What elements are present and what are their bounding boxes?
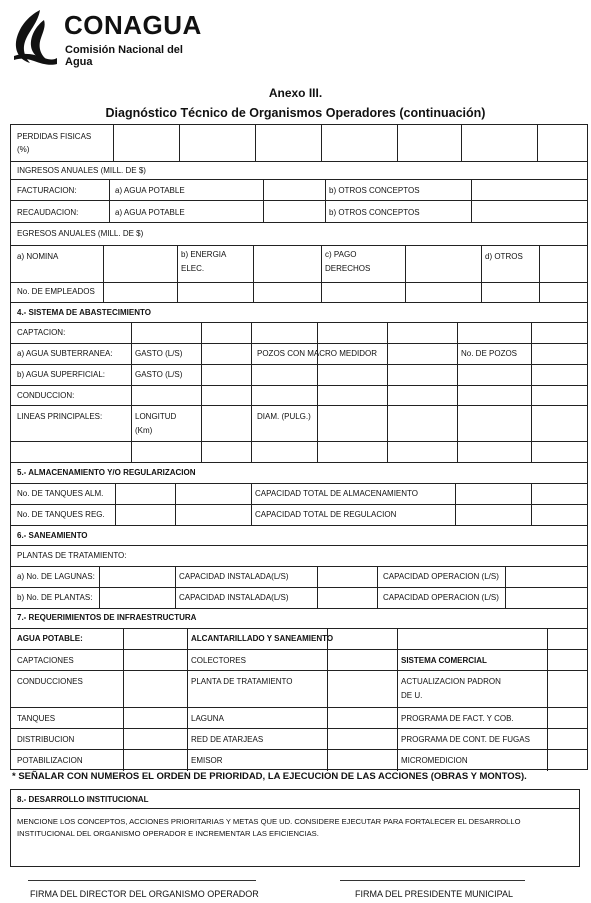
- col-line: [115, 483, 116, 525]
- desarrollo-title: 8.- DESARROLLO INSTITUCIONAL: [17, 795, 149, 804]
- abastecimiento-title: 4.- SISTEMA DE ABASTECIMIENTO: [17, 308, 151, 317]
- document-title: Diagnóstico Técnico de Organismos Operadores (continuación): [105, 106, 486, 120]
- row-line: [11, 728, 587, 729]
- row-line: [11, 483, 587, 484]
- signature-line-director: [28, 880, 256, 881]
- diam-label: DIAM. (PULG.): [257, 412, 311, 421]
- row-line: [11, 343, 587, 344]
- conduccion-label: CONDUCCION:: [17, 391, 75, 400]
- row-line: [11, 441, 587, 442]
- programa-fugas-label: PROGRAMA DE CONT. DE FUGAS: [401, 735, 530, 744]
- row-line: [11, 649, 587, 650]
- captaciones-label: CAPTACIONES: [17, 656, 74, 665]
- row-line: [11, 282, 587, 283]
- alcantarillado-header: ALCANTARILLADO Y SANEAMIENTO: [191, 634, 334, 643]
- col-line: [537, 125, 538, 161]
- cap-reg-label: CAPACIDAD TOTAL DE REGULACION: [255, 510, 397, 519]
- tanques-alm-label: No. DE TANQUES ALM.: [17, 489, 104, 498]
- row-line: [11, 749, 587, 750]
- recaudacion-agua-potable: a) AGUA POTABLE: [115, 208, 185, 217]
- col-line: [531, 483, 532, 525]
- signature-presidente: FIRMA DEL PRESIDENTE MUNICIPAL: [355, 889, 514, 899]
- otros-label: d) OTROS: [485, 252, 523, 261]
- facturacion-otros: b) OTROS CONCEPTOS: [329, 186, 420, 195]
- perdidas-label: PERDIDAS FISICAS: [17, 132, 92, 141]
- col-line: [175, 566, 176, 608]
- actualizacion-label-2: DE U.: [401, 691, 423, 700]
- agua-potable-header: AGUA POTABLE:: [17, 634, 83, 643]
- energia-label-2: ELEC.: [181, 264, 205, 273]
- lagunas-cap-operacion: CAPACIDAD OPERACION (L/S): [383, 572, 499, 581]
- tanques-label: TANQUES: [17, 714, 56, 723]
- col-line: [327, 628, 328, 771]
- col-line: [253, 245, 254, 302]
- col-line: [255, 125, 256, 161]
- row-line: [11, 566, 587, 567]
- pozos-macro-label: POZOS CON MACRO MEDIDOR: [257, 349, 378, 358]
- facturacion-label: FACTURACION:: [17, 186, 77, 195]
- col-line: [461, 125, 462, 161]
- ingresos-title: INGRESOS ANUALES (MILL. DE $): [17, 166, 146, 175]
- col-line: [123, 628, 124, 771]
- row-line: [11, 628, 587, 629]
- col-line: [471, 179, 472, 222]
- pago-label: c) PAGO: [325, 250, 357, 259]
- row-line: [11, 545, 587, 546]
- col-line: [175, 483, 176, 525]
- gasto-superficial-label: GASTO (L/S): [135, 370, 183, 379]
- signature-line-presidente: [340, 880, 525, 881]
- infra-title: 7.- REQUERIMIENTOS DE INFRAESTRUCTURA: [17, 613, 197, 622]
- priority-note: * SEÑALAR CON NUMEROS EL ORDEN DE PRIORIDAD, LA EJECUCION DE LAS ACCIONES (OBRAS Y MONTOS).: [12, 771, 527, 782]
- sistema-comercial-label: SISTEMA COMERCIAL: [401, 656, 487, 665]
- row-line: [11, 385, 587, 386]
- no-pozos-label: No. DE POZOS: [461, 349, 518, 358]
- brand-name: CONAGUA: [64, 10, 202, 40]
- conagua-emblem-icon: [10, 8, 58, 66]
- col-line: [109, 179, 110, 222]
- micromedicion-label: MICROMEDICION: [401, 756, 468, 765]
- conagua-logo: [10, 6, 210, 68]
- plantas-label: PLANTAS DE TRATAMIENTO:: [17, 551, 127, 560]
- energia-label: b) ENERGIA: [181, 250, 227, 259]
- col-line: [131, 322, 132, 462]
- row-line: [11, 525, 587, 526]
- col-line: [455, 483, 456, 525]
- row-line: [11, 222, 587, 223]
- superficial-label: b) AGUA SUPERFICIAL:: [17, 370, 106, 379]
- potabilizacion-label: POTABILIZACION: [17, 756, 83, 765]
- row-line: [11, 405, 587, 406]
- lagunas-cap-instalada: CAPACIDAD INSTALADA(L/S): [179, 572, 289, 581]
- tanques-reg-label: No. DE TANQUES REG.: [17, 510, 105, 519]
- subterranea-label: a) AGUA SUBTERRANEA:: [17, 349, 113, 358]
- col-line: [321, 125, 322, 161]
- longitud-label: LONGITUD: [135, 412, 177, 421]
- desarrollo-text-1: MENCIONE LOS CONCEPTOS, ACCIONES PRIORITARIAS Y METAS QUE UD. CONSIDERE EJECUTAR PARA FORTALECER EL DESARROLLO: [17, 817, 521, 826]
- row-line: [11, 245, 587, 246]
- annex-heading: Anexo III.: [268, 86, 323, 100]
- col-line: [325, 179, 326, 222]
- col-line: [397, 125, 398, 161]
- col-line: [457, 322, 458, 462]
- row-line: [11, 462, 587, 463]
- planta-tratamiento-label: PLANTA DE TRATAMIENTO: [191, 677, 293, 686]
- empleados-label: No. DE EMPLEADOS: [17, 287, 95, 296]
- col-line: [317, 566, 318, 608]
- col-line: [481, 245, 482, 302]
- col-line: [251, 483, 252, 525]
- egresos-title: EGRESOS ANUALES (MILL. DE $): [17, 229, 144, 238]
- col-line: [397, 628, 398, 771]
- signature-director: FIRMA DEL DIRECTOR DEL ORGANISMO OPERADOR: [30, 889, 259, 899]
- lagunas-label: a) No. DE LAGUNAS:: [17, 572, 95, 581]
- col-line: [321, 245, 322, 302]
- row-line: [11, 161, 587, 162]
- col-line: [201, 322, 202, 462]
- plantas-cap-instalada: CAPACIDAD INSTALADA(L/S): [179, 593, 289, 602]
- col-line: [505, 566, 506, 608]
- recaudacion-label: RECAUDACION:: [17, 208, 79, 217]
- pago-label-2: DERECHOS: [325, 264, 371, 273]
- col-line: [103, 245, 104, 302]
- almacenamiento-title: 5.- ALMACENAMIENTO Y/O REGULARIZACION: [17, 468, 196, 477]
- facturacion-agua-potable: a) AGUA POTABLE: [115, 186, 185, 195]
- distribucion-label: DISTRIBUCION: [17, 735, 75, 744]
- row-line: [11, 322, 587, 323]
- row-line: [11, 608, 587, 609]
- brand-subtitle: Comisión Nacional del Agua: [65, 44, 183, 68]
- row-line: [11, 504, 587, 505]
- desarrollo-text-2: INSTITUCIONAL DEL ORGANISMO OPERADOR E INCREMENTAR LAS EFICIENCIAS.: [17, 829, 319, 838]
- col-line: [547, 628, 548, 771]
- row-line: [11, 707, 587, 708]
- col-line: [251, 322, 252, 462]
- col-line: [177, 245, 178, 302]
- recaudacion-otros: b) OTROS CONCEPTOS: [329, 208, 420, 217]
- col-line: [263, 179, 264, 222]
- diagnostic-form: [10, 124, 588, 770]
- col-line: [187, 628, 188, 771]
- nomina-label: a) NOMINA: [17, 252, 59, 261]
- col-line: [317, 322, 318, 462]
- laguna-label: LAGUNA: [191, 714, 224, 723]
- lineas-label: LINEAS PRINCIPALES:: [17, 412, 103, 421]
- conducciones-label: CONDUCCIONES: [17, 677, 83, 686]
- row-line: [11, 808, 579, 809]
- row-line: [11, 670, 587, 671]
- captacion-label: CAPTACION:: [17, 328, 66, 337]
- col-line: [113, 125, 114, 161]
- cap-alm-label: CAPACIDAD TOTAL DE ALMACENAMIENTO: [255, 489, 418, 498]
- col-line: [405, 245, 406, 302]
- desarrollo-box: [10, 789, 580, 867]
- col-line: [377, 566, 378, 608]
- longitud-unit: (Km): [135, 426, 153, 435]
- col-line: [99, 566, 100, 608]
- row-line: [11, 364, 587, 365]
- saneamiento-title: 6.- SANEAMIENTO: [17, 531, 88, 540]
- emisor-label: EMISOR: [191, 756, 223, 765]
- row-line: [11, 302, 587, 303]
- col-line: [387, 322, 388, 462]
- row-line: [11, 200, 587, 201]
- gasto-subterranea-label: GASTO (L/S): [135, 349, 183, 358]
- red-atarjeas-label: RED DE ATARJEAS: [191, 735, 264, 744]
- col-line: [531, 322, 532, 462]
- perdidas-unit: (%): [17, 145, 30, 154]
- col-line: [539, 245, 540, 302]
- programa-fact-label: PROGRAMA DE FACT. Y COB.: [401, 714, 514, 723]
- row-line: [11, 587, 587, 588]
- no-plantas-label: b) No. DE PLANTAS:: [17, 593, 93, 602]
- colectores-label: COLECTORES: [191, 656, 246, 665]
- plantas-cap-operacion: CAPACIDAD OPERACION (L/S): [383, 593, 499, 602]
- row-line: [11, 179, 587, 180]
- col-line: [179, 125, 180, 161]
- actualizacion-label: ACTUALIZACION PADRON: [401, 677, 501, 686]
